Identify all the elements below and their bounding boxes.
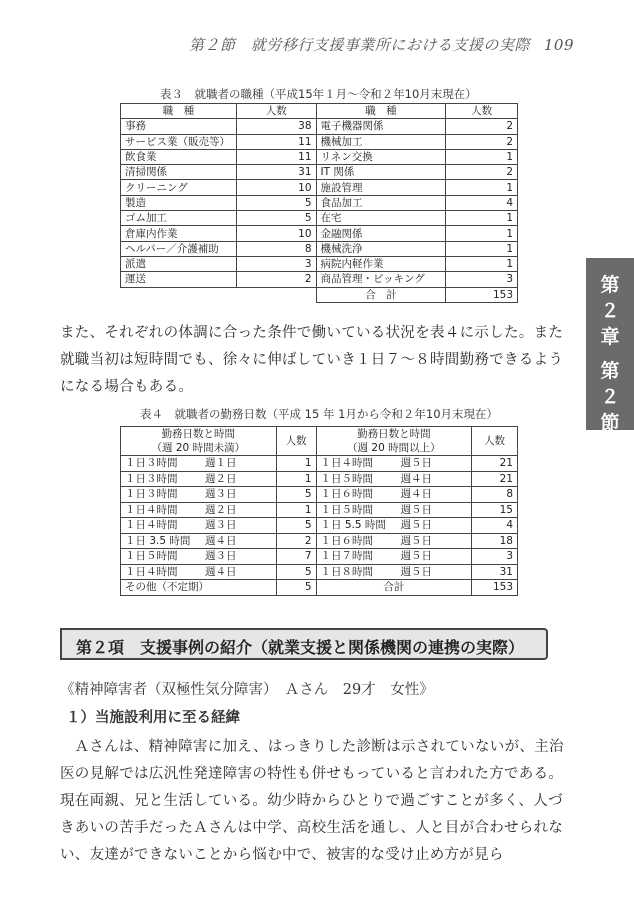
days-per-week: 週３日 bbox=[205, 519, 237, 532]
table-row bbox=[121, 165, 518, 180]
other-value: 5 bbox=[276, 580, 316, 596]
count-cell: 11 bbox=[236, 149, 316, 164]
count-cell: 10 bbox=[236, 180, 316, 195]
table-row bbox=[121, 256, 518, 271]
days-per-week: 週３日 bbox=[205, 488, 237, 501]
schedule-cell bbox=[121, 533, 277, 549]
count-cell: 31 bbox=[472, 564, 518, 580]
column-header: 職 種 bbox=[316, 104, 446, 119]
occupation-cell: 食品加工 bbox=[316, 195, 446, 210]
column-header: 人数 bbox=[276, 427, 316, 456]
schedule-cell bbox=[316, 533, 472, 549]
days-per-week: 週１日 bbox=[205, 457, 237, 470]
hours-per-day: １日 5.5 時間 bbox=[320, 519, 386, 532]
count-cell: 31 bbox=[236, 165, 316, 180]
count-cell: 15 bbox=[472, 502, 518, 518]
days-per-week: 週２日 bbox=[205, 472, 237, 485]
days-per-week: 週５日 bbox=[400, 550, 433, 563]
count-cell: 1 bbox=[446, 226, 518, 241]
table-row bbox=[121, 471, 518, 487]
column-header: 人数 bbox=[472, 427, 518, 456]
table-header-row bbox=[121, 104, 518, 119]
empty-cell bbox=[121, 287, 237, 302]
occupation-cell: 飲食業 bbox=[121, 149, 237, 164]
hours-per-day: １日３時間 bbox=[125, 457, 178, 470]
column-header: 人数 bbox=[236, 104, 316, 119]
schedule-cell bbox=[121, 549, 277, 565]
header-line: （週 20 時間以上） bbox=[347, 442, 441, 454]
schedule-cell bbox=[121, 471, 277, 487]
count-cell: 3 bbox=[446, 272, 518, 287]
schedule-cell bbox=[121, 518, 277, 534]
occupation-cell: 在宅 bbox=[316, 211, 446, 226]
occupation-cell: ゴム加工 bbox=[121, 211, 237, 226]
hours-per-day: １日３時間 bbox=[125, 488, 178, 501]
schedule-cell bbox=[121, 564, 277, 580]
days-per-week: 週２日 bbox=[205, 503, 237, 516]
count-cell: 2 bbox=[446, 134, 518, 149]
days-per-week: 週４日 bbox=[205, 565, 237, 578]
hours-per-day: １日６時間 bbox=[320, 488, 374, 501]
count-cell: 5 bbox=[276, 564, 316, 580]
count-cell: 4 bbox=[472, 518, 518, 534]
paragraph-text: Ａさんは、精神障害に加え、はっきりした診断は示されていないが、主治医の見解では広汎性発達障害の特性も併せもっていると言われた方である。現在両親、兄と生活している。幼少時からひとりで過ごすことが多く、人づきあいの苦手だったＡさんは中学、高校生活を通し、人と目が合わせられない、友達ができないことから悩む中で、被害的な受け止め方が見ら bbox=[60, 739, 564, 863]
section-title: 第２項 支援事例の紹介（就業支援と関係機関の連携の実際） bbox=[76, 638, 525, 657]
page-number: 109 bbox=[543, 36, 574, 54]
table-row bbox=[121, 195, 518, 210]
occupation-cell: 病院内軽作業 bbox=[316, 256, 446, 271]
other-label: その他（不定期） bbox=[121, 580, 277, 596]
section-heading-bar bbox=[60, 628, 548, 660]
paragraph-table4-intro: また、それぞれの体調に合った条件で働いている状況を表４に示した。また就職当初は短時間でも、徐々に伸ばしていき１日７～８時間勤務できるようになる場合もある。 bbox=[60, 325, 564, 395]
table3-caption: 表３ 就職者の職種（平成15年１月～令和２年10月末現在） bbox=[160, 87, 477, 101]
count-cell: 2 bbox=[446, 119, 518, 134]
table-row bbox=[121, 241, 518, 256]
table-row bbox=[121, 456, 518, 472]
header-line: 勤務日数と時間 bbox=[357, 428, 431, 440]
count-cell: 5 bbox=[236, 195, 316, 210]
occupation-cell: 商品管理・ピッキング bbox=[316, 272, 446, 287]
table-row bbox=[121, 119, 518, 134]
hours-per-day: １日５時間 bbox=[320, 503, 374, 516]
count-cell: 11 bbox=[236, 134, 316, 149]
table-row bbox=[121, 211, 518, 226]
occupation-cell: 金融関係 bbox=[316, 226, 446, 241]
count-cell: 1 bbox=[276, 456, 316, 472]
table-row bbox=[121, 533, 518, 549]
hours-per-day: １日 3.5 時間 bbox=[125, 534, 191, 547]
occupation-cell: 施設管理 bbox=[316, 180, 446, 195]
days-per-week: 週４日 bbox=[400, 488, 433, 501]
count-cell: 8 bbox=[472, 487, 518, 503]
hours-per-day: １日４時間 bbox=[125, 503, 178, 516]
days-per-week: 週３日 bbox=[205, 550, 237, 563]
count-cell: 5 bbox=[236, 211, 316, 226]
days-per-week: 週５日 bbox=[400, 503, 433, 516]
table-header-row bbox=[121, 427, 518, 456]
schedule-cell bbox=[316, 549, 472, 565]
occupation-cell: クリーニング bbox=[121, 180, 237, 195]
days-per-week: 週５日 bbox=[400, 534, 433, 547]
hours-per-day: １日３時間 bbox=[125, 472, 178, 485]
schedule-cell bbox=[121, 502, 277, 518]
table-row bbox=[121, 564, 518, 580]
hours-per-day: １日５時間 bbox=[125, 550, 178, 563]
side-tab-char: 第 bbox=[600, 274, 620, 296]
hours-per-day: １日８時間 bbox=[320, 565, 374, 578]
side-tab-char: 節 bbox=[600, 412, 620, 434]
schedule-cell bbox=[316, 518, 472, 534]
chapter-side-tab bbox=[586, 258, 634, 434]
table4-caption: 表４ 就職者の勤務日数（平成 15 年 1月から令和２年10月末現在） bbox=[140, 407, 499, 421]
table-row bbox=[121, 487, 518, 503]
hours-per-day: １日６時間 bbox=[320, 534, 374, 547]
occupation-cell: 運送 bbox=[121, 272, 237, 287]
side-tab-char: 第 bbox=[600, 360, 620, 382]
subsection-heading: １）当施設利用に至る経緯 bbox=[66, 710, 240, 726]
count-cell: 1 bbox=[446, 211, 518, 226]
table4-workdays bbox=[120, 426, 518, 596]
count-cell: 2 bbox=[276, 533, 316, 549]
hours-per-day: １日４時間 bbox=[125, 519, 178, 532]
occupation-cell: リネン交換 bbox=[316, 149, 446, 164]
count-cell: 1 bbox=[446, 149, 518, 164]
count-cell: 1 bbox=[446, 256, 518, 271]
paragraph-case-background bbox=[60, 734, 576, 869]
table-row bbox=[121, 549, 518, 565]
count-cell: 1 bbox=[276, 471, 316, 487]
table-row bbox=[121, 518, 518, 534]
header-line: （週 20 時間未満） bbox=[151, 442, 246, 454]
side-tab-char: ２ bbox=[600, 386, 620, 408]
schedule-cell bbox=[316, 564, 472, 580]
hours-per-day: １日４時間 bbox=[125, 565, 178, 578]
count-cell: 21 bbox=[472, 471, 518, 487]
schedule-cell bbox=[316, 471, 472, 487]
side-tab-char: ２ bbox=[600, 300, 620, 322]
schedule-cell bbox=[316, 487, 472, 503]
occupation-cell: 機械洗浄 bbox=[316, 241, 446, 256]
count-cell: 1 bbox=[276, 502, 316, 518]
occupation-cell: ヘルパー／介護補助 bbox=[121, 241, 237, 256]
days-per-week: 週５日 bbox=[400, 457, 433, 470]
count-cell: 1 bbox=[446, 180, 518, 195]
table3-occupations bbox=[120, 103, 518, 303]
occupation-cell: 事務 bbox=[121, 119, 237, 134]
column-header: 職 種 bbox=[121, 104, 237, 119]
side-tab-char: 章 bbox=[600, 326, 620, 348]
header-line: 勤務日数と時間 bbox=[161, 428, 236, 440]
table-row bbox=[121, 226, 518, 241]
count-cell: 10 bbox=[236, 226, 316, 241]
schedule-cell bbox=[316, 456, 472, 472]
days-per-week: 週４日 bbox=[205, 534, 237, 547]
column-header bbox=[316, 427, 472, 456]
count-cell: 1 bbox=[446, 241, 518, 256]
count-cell: 8 bbox=[236, 241, 316, 256]
table-total-row bbox=[121, 580, 518, 596]
count-cell: 21 bbox=[472, 456, 518, 472]
case-title: 《精神障害者（双極性気分障害） Ａさん 29才 女性》 bbox=[60, 682, 434, 698]
empty-cell bbox=[236, 287, 316, 302]
occupation-cell: 電子機器関係 bbox=[316, 119, 446, 134]
occupation-cell: 機械加工 bbox=[316, 134, 446, 149]
count-cell: 4 bbox=[446, 195, 518, 210]
days-per-week: 週４日 bbox=[400, 472, 433, 485]
count-cell: 18 bbox=[472, 533, 518, 549]
table4-body bbox=[121, 456, 518, 596]
occupation-cell: 倉庫内作業 bbox=[121, 226, 237, 241]
table-row bbox=[121, 180, 518, 195]
occupation-cell: サービス業（販売等） bbox=[121, 134, 237, 149]
total-label: 合 計 bbox=[316, 287, 446, 302]
schedule-cell bbox=[121, 487, 277, 503]
column-header: 人数 bbox=[446, 104, 518, 119]
occupation-cell: 清掃関係 bbox=[121, 165, 237, 180]
count-cell: 2 bbox=[236, 272, 316, 287]
running-header bbox=[189, 34, 574, 55]
count-cell: 7 bbox=[276, 549, 316, 565]
table-total-row bbox=[121, 287, 518, 302]
days-per-week: 週５日 bbox=[400, 565, 433, 578]
total-label: 合計 bbox=[316, 580, 472, 596]
count-cell: 5 bbox=[276, 487, 316, 503]
count-cell: 38 bbox=[236, 119, 316, 134]
total-value: 153 bbox=[446, 287, 518, 302]
schedule-cell bbox=[316, 502, 472, 518]
total-value: 153 bbox=[472, 580, 518, 596]
hours-per-day: １日７時間 bbox=[320, 550, 374, 563]
count-cell: 3 bbox=[236, 256, 316, 271]
occupation-cell: 製造 bbox=[121, 195, 237, 210]
count-cell: 3 bbox=[472, 549, 518, 565]
table3-body bbox=[121, 119, 518, 303]
header-title: 第２節 就労移行支援事業所における支援の実際 bbox=[188, 36, 530, 54]
table-row bbox=[121, 149, 518, 164]
hours-per-day: １日４時間 bbox=[320, 457, 374, 470]
table-row bbox=[121, 134, 518, 149]
occupation-cell: IT 関係 bbox=[316, 165, 446, 180]
hours-per-day: １日５時間 bbox=[320, 472, 374, 485]
table-row bbox=[121, 272, 518, 287]
occupation-cell: 派遣 bbox=[121, 256, 237, 271]
days-per-week: 週５日 bbox=[400, 519, 433, 532]
column-header bbox=[121, 427, 277, 456]
count-cell: 2 bbox=[446, 165, 518, 180]
count-cell: 5 bbox=[276, 518, 316, 534]
schedule-cell bbox=[121, 456, 277, 472]
table-row bbox=[121, 502, 518, 518]
